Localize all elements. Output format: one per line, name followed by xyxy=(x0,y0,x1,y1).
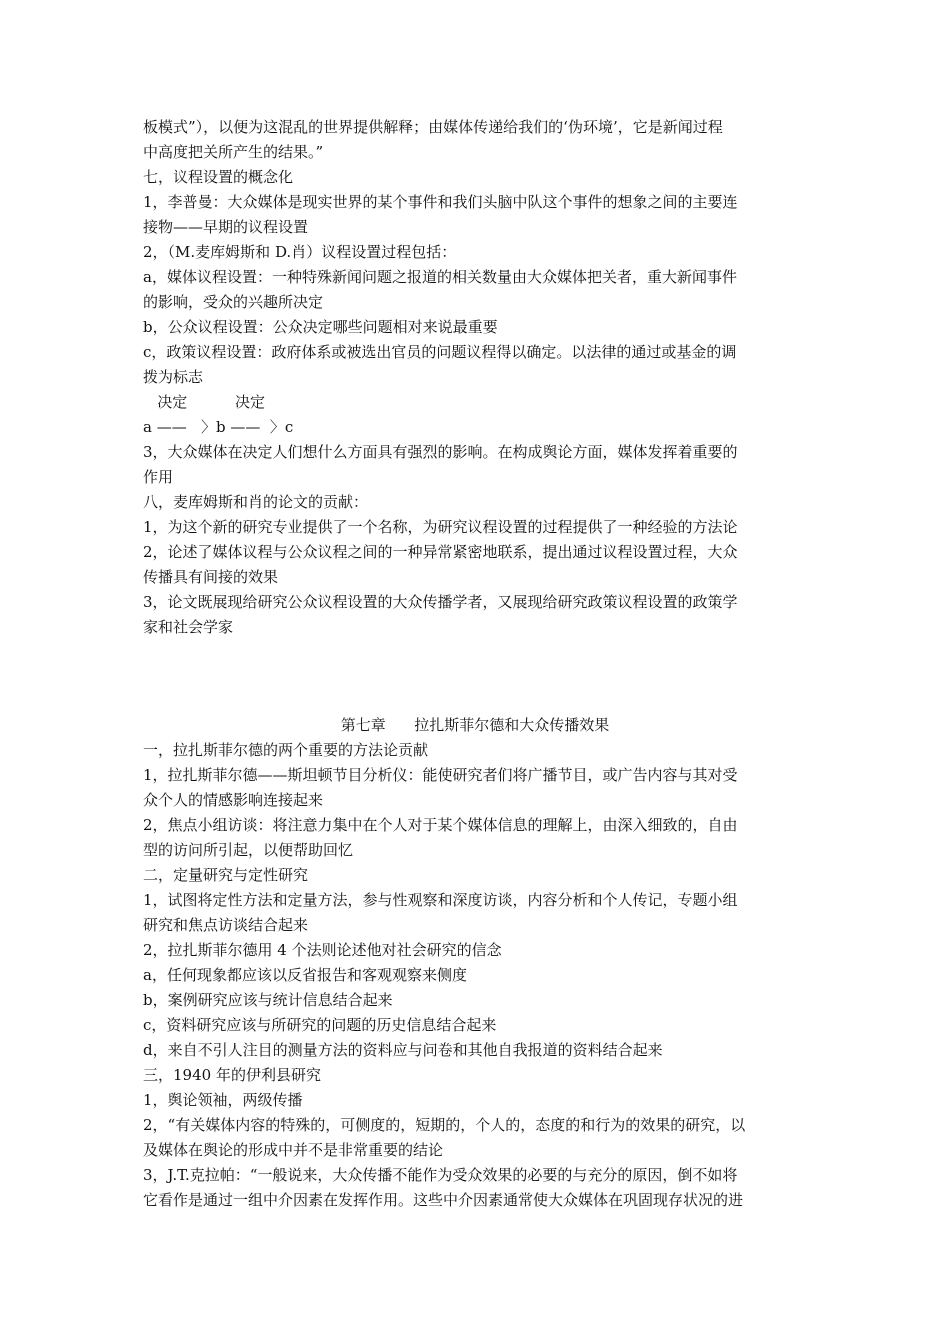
text-line: 型的访问所引起，以便帮助回忆 xyxy=(143,841,354,859)
section-heading: 八，麦库姆斯和肖的论文的贡献： xyxy=(143,493,369,511)
text-line: 1，拉扎斯菲尔德——斯坦顿节目分析仪：能使研究者们将广播节目，或广告内容与其对受 xyxy=(143,766,738,784)
text-line: 1，为这个新的研究专业提供了一个名称，为研究议程设置的过程提供了一种经验的方法论 xyxy=(143,518,738,536)
text-line: 2，论述了媒体议程与公众议程之间的一种异常紧密地联系，提出通过议程设置过程，大众 xyxy=(143,543,738,561)
text-line: 1，舆论领袖，两级传播 xyxy=(143,1091,303,1109)
section-heading: 二，定量研究与定性研究 xyxy=(143,866,309,884)
text-line: 的影响，受众的兴趣所决定 xyxy=(143,293,324,311)
text-line: b，公众议程设置：公众决定哪些问题相对来说最重要 xyxy=(143,318,498,336)
text-line: c，资料研究应该与所研究的问题的历史信息结合起来 xyxy=(143,1016,497,1034)
text-line: 3，J.T.克拉帕：“一般说来，大众传播不能作为受众效果的必要的与充分的原因，倒不如将 xyxy=(143,1166,738,1184)
diagram-arrow-line: a —— 〉b —— 〉c xyxy=(143,418,294,436)
text-line: 2，“有关媒体内容的特殊的，可侧度的，短期的，个人的，态度的和行为的效果的研究，以 xyxy=(143,1116,746,1134)
text-line: c，政策议程设置：政府体系或被选出官员的问题议程得以确定。以法律的通过或基金的调 xyxy=(143,343,737,361)
text-line: 2，拉扎斯菲尔德用 4 个法则论述他对社会研究的信念 xyxy=(143,941,502,959)
text-line: 3，大众媒体在决定人们想什么方面具有强烈的影响。在构成舆论方面，媒体发挥着重要的 xyxy=(143,443,738,461)
section-heading: 七，议程设置的概念化 xyxy=(143,168,294,186)
text-line: 1，试图将定性方法和定量方法，参与性观察和深度访谈，内容分析和个人传记，专题小组 xyxy=(143,891,738,909)
text-line: 拨为标志 xyxy=(143,368,204,386)
text-line: 中高度把关所产生的结果。” xyxy=(143,143,324,161)
text-line: 传播具有间接的效果 xyxy=(143,568,279,586)
text-line: b，案例研究应该与统计信息结合起来 xyxy=(143,991,393,1009)
text-line: 2，焦点小组访谈：将注意力集中在个人对于某个媒体信息的理解上，由深入细致的，自由 xyxy=(143,816,738,834)
text-line: 家和社会学家 xyxy=(143,618,234,636)
text-line: a，任何现象都应该以反省报告和客观观察来侧度 xyxy=(143,966,467,984)
text-line: 研究和焦点访谈结合起来 xyxy=(143,916,309,934)
text-line: 及媒体在舆论的形成中并不是非常重要的结论 xyxy=(143,1141,444,1159)
text-line: 作用 xyxy=(143,468,174,486)
diagram-label-line: 决定 决定 xyxy=(143,393,265,411)
text-line: 接物——早期的议程设置 xyxy=(143,218,309,236)
section-heading: 三，1940 年的伊利县研究 xyxy=(143,1066,321,1084)
text-line: 1，李普曼：大众媒体是现实世界的某个事件和我们头脑中队这个事件的想象之间的主要连 xyxy=(143,193,738,211)
chapter-title: 第七章 拉扎斯菲尔德和大众传播效果 xyxy=(340,716,610,734)
text-line: 板模式”），以便为这混乱的世界提供解释；由媒体传递给我们的‘伪环境’，它是新闻过程 xyxy=(143,118,723,136)
text-line: 众个人的情感影响连接起来 xyxy=(143,791,324,809)
text-line: a，媒体议程设置：一种特殊新闻问题之报道的相关数量由大众媒体把关者，重大新闻事件 xyxy=(143,268,737,286)
text-line: 它看作是通过一组中介因素在发挥作用。这些中介因素通常使大众媒体在巩固现存状况的进 xyxy=(143,1191,744,1209)
section-heading: 一，拉扎斯菲尔德的两个重要的方法论贡献 xyxy=(143,741,429,759)
text-line: 2，（M.麦库姆斯和 D.肖）议程设置过程包括： xyxy=(143,243,457,261)
text-line: d，来自不引人注目的测量方法的资料应与问卷和其他自我报道的资料结合起来 xyxy=(143,1041,663,1059)
text-line: 3，论文既展现给研究公众议程设置的大众传播学者，又展现给研究政策议程设置的政策学 xyxy=(143,593,738,611)
